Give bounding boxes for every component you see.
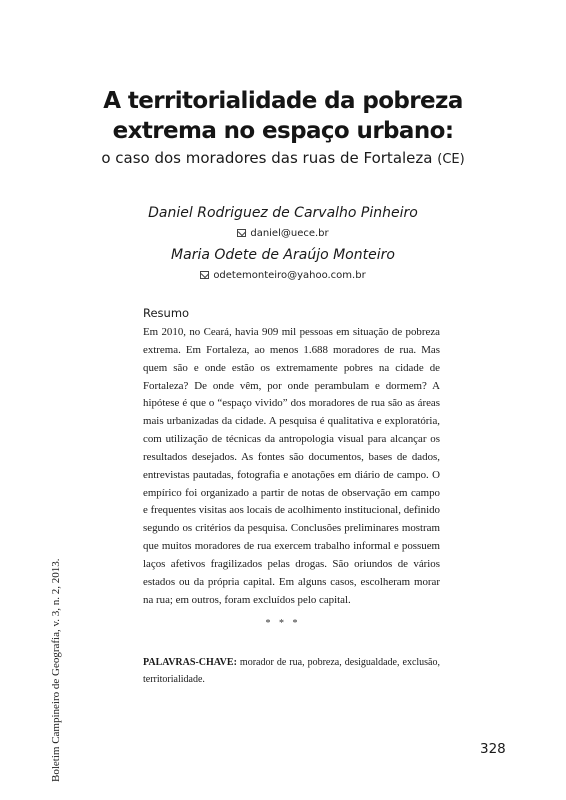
page-number: 328	[480, 741, 506, 757]
mail-icon	[200, 271, 209, 279]
author-name-2: Maria Odete de Araújo Monteiro	[171, 247, 395, 263]
section-separator: * * *	[265, 618, 301, 629]
article-subtitle	[0, 148, 566, 170]
author-email-2-text[interactable]: odetemonteiro@yahoo.com.br	[213, 270, 366, 281]
author-name-1: Daniel Rodriguez de Carvalho Pinheiro	[148, 205, 418, 221]
article-title-line2: extrema no espaço urbano:	[112, 118, 454, 144]
abstract-heading: Resumo	[143, 306, 190, 320]
journal-citation: Boletim Campineiro de Geografia, v. 3, n. 2, 2013.	[50, 558, 62, 782]
author-email-1-text[interactable]: daniel@uece.br	[250, 228, 329, 239]
subtitle-state: (CE)	[437, 152, 465, 167]
abstract-body: Em 2010, no Ceará, havia 909 mil pessoas em situação de pobreza extrema. Em Fortaleza, ao menos 1.688 moradores de rua. Mas quem são e onde estão os extremamente pobres na cidade de Fortaleza? De onde vêm, por onde perambulam e dormem? A hipótese é que o “espaço vivido” dos moradores de rua são as áreas mais urbanizadas da cidade. A pesquisa é qualitativa e exploratória, com utilização de técnicas da antropologia visual para alcançar os resultados desejados. As fontes são documentos, bases de dados, entrevistas pautadas, fotografia e anotações em diário de campo. O empírico foi organizado a partir de notas de observação em campo e frequentes visitas aos locais de acolhimento institucional, definido segundo os critérios da pesquisa. Conclusões preliminares mostram que muitos moradores de rua exercem trabalho informal e possuem laços afetivos fragilizados pelas drogas. São oriundos de vários estados ou da própria capital. Em alguns casos, escolheram morar na rua; em outros, foram excluídos pelo capital.	[143, 326, 440, 606]
mail-icon	[237, 229, 246, 237]
keywords-text: morador de rua, pobreza, desigualdade, exclusão, territorialidade.	[143, 657, 440, 685]
subtitle-main: o caso dos moradores das ruas de Fortaleza	[101, 149, 438, 167]
article-title	[0, 86, 566, 146]
author-email-2[interactable]	[0, 270, 566, 281]
author-email-1[interactable]	[0, 228, 566, 239]
article-title-line1: A territorialidade da pobreza	[103, 88, 463, 114]
keywords	[143, 654, 440, 688]
keywords-label: PALAVRAS-CHAVE:	[143, 657, 237, 668]
